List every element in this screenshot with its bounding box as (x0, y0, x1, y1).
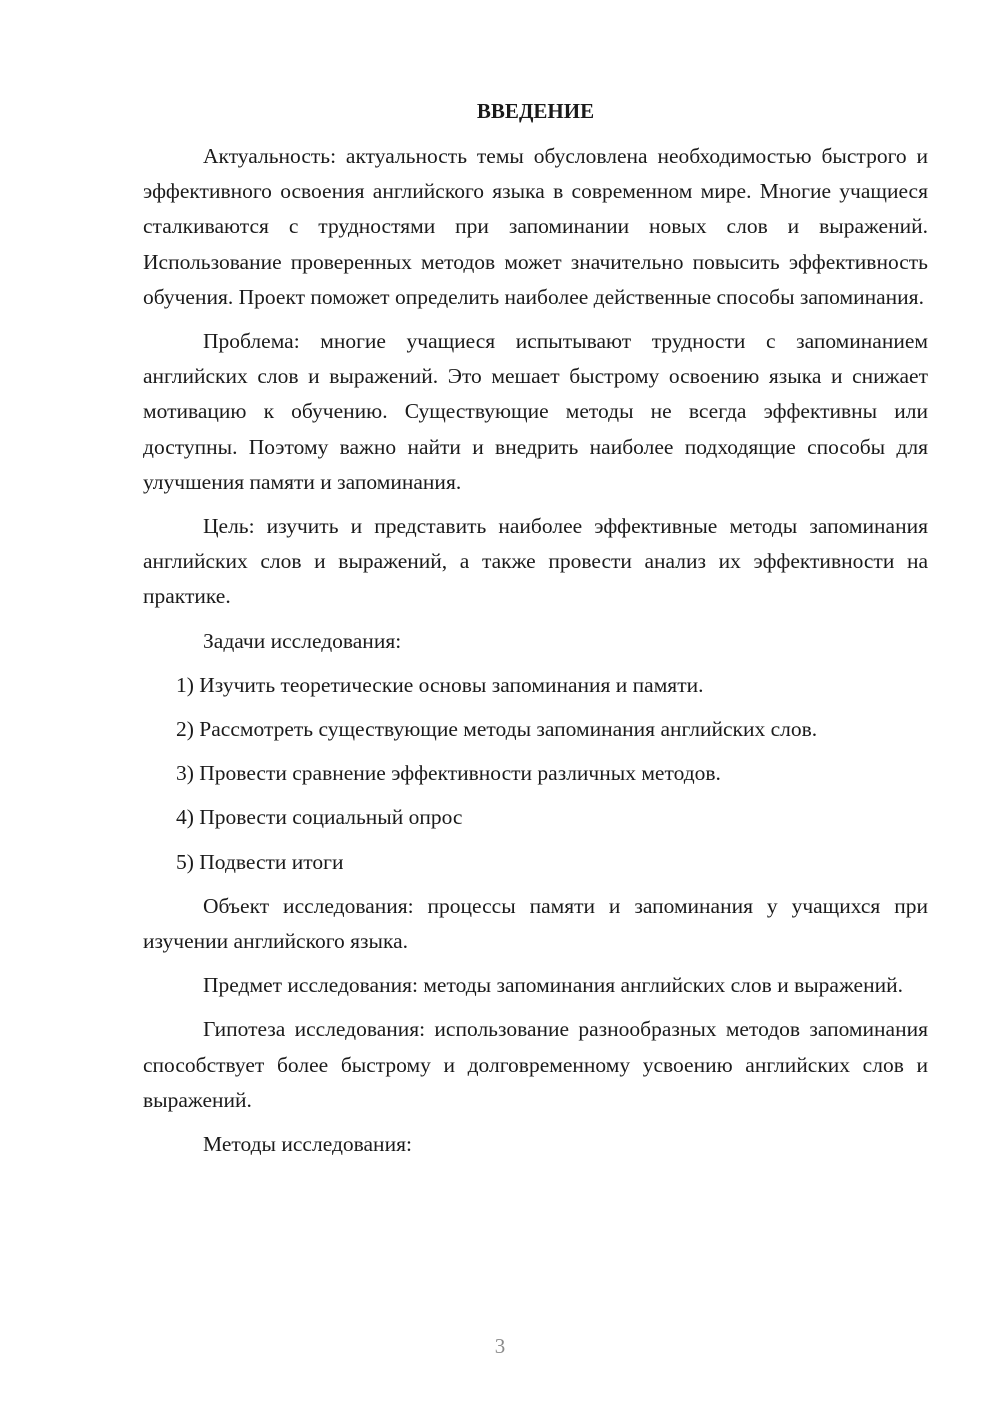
object-paragraph: Объект исследования: процессы памяти и запоминания у учащихся при изучении английского языка. (143, 893, 928, 954)
tasks-heading: Задачи исследования: (203, 628, 402, 653)
page-content (143, 95, 928, 1171)
page-number: 3 (494, 1334, 506, 1358)
task-item-5: 5) Подвести итоги (176, 849, 344, 874)
section-title: ВВЕДЕНИЕ (476, 99, 595, 123)
task-item-1: 1) Изучить теоретические основы запоминания и памяти. (176, 672, 704, 697)
tasks-list (143, 668, 928, 880)
task-item-2: 2) Рассмотреть существующие методы запоминания английских слов. (176, 717, 818, 742)
task-item-4: 4) Провести социальный опрос (176, 805, 463, 830)
methods-heading: Методы исследования: (203, 1132, 412, 1157)
task-item-3: 3) Провести сравнение эффективности различных методов. (176, 761, 721, 786)
goal-paragraph: Цель: изучить и представить наиболее эффективные методы запоминания английских слов и выражений, а также провести анализ их эффективности на практике. (143, 514, 928, 609)
problem-paragraph: Проблема: многие учащиеся испытывают трудности с запоминанием английских слов и выражений. Это мешает быстрому освоению языка и снижает мотивацию к обучению. Существующие методы не всегда эффективны или доступны. Поэтому важно найти и внедрить наиболее подходящие способы для улучшения памяти и запоминания. (143, 329, 928, 494)
hypothesis-paragraph: Гипотеза исследования: использование разнообразных методов запоминания способствует более быстрому и долговременному усвоению английских слов и выражений. (143, 1017, 928, 1112)
subject-paragraph: Предмет исследования: методы запоминания английских слов и выражений. (203, 973, 903, 998)
relevance-paragraph: Актуальность: актуальность темы обусловлена необходимостью быстрого и эффективного освоения английского языка в современном мире. Многие учащиеся сталкиваются с трудностями при запоминании новых слов и выражений. Использование проверенных методов может значительно повысить эффективность обучения. Проект поможет определить наиболее действенные способы запоминания. (143, 144, 928, 309)
